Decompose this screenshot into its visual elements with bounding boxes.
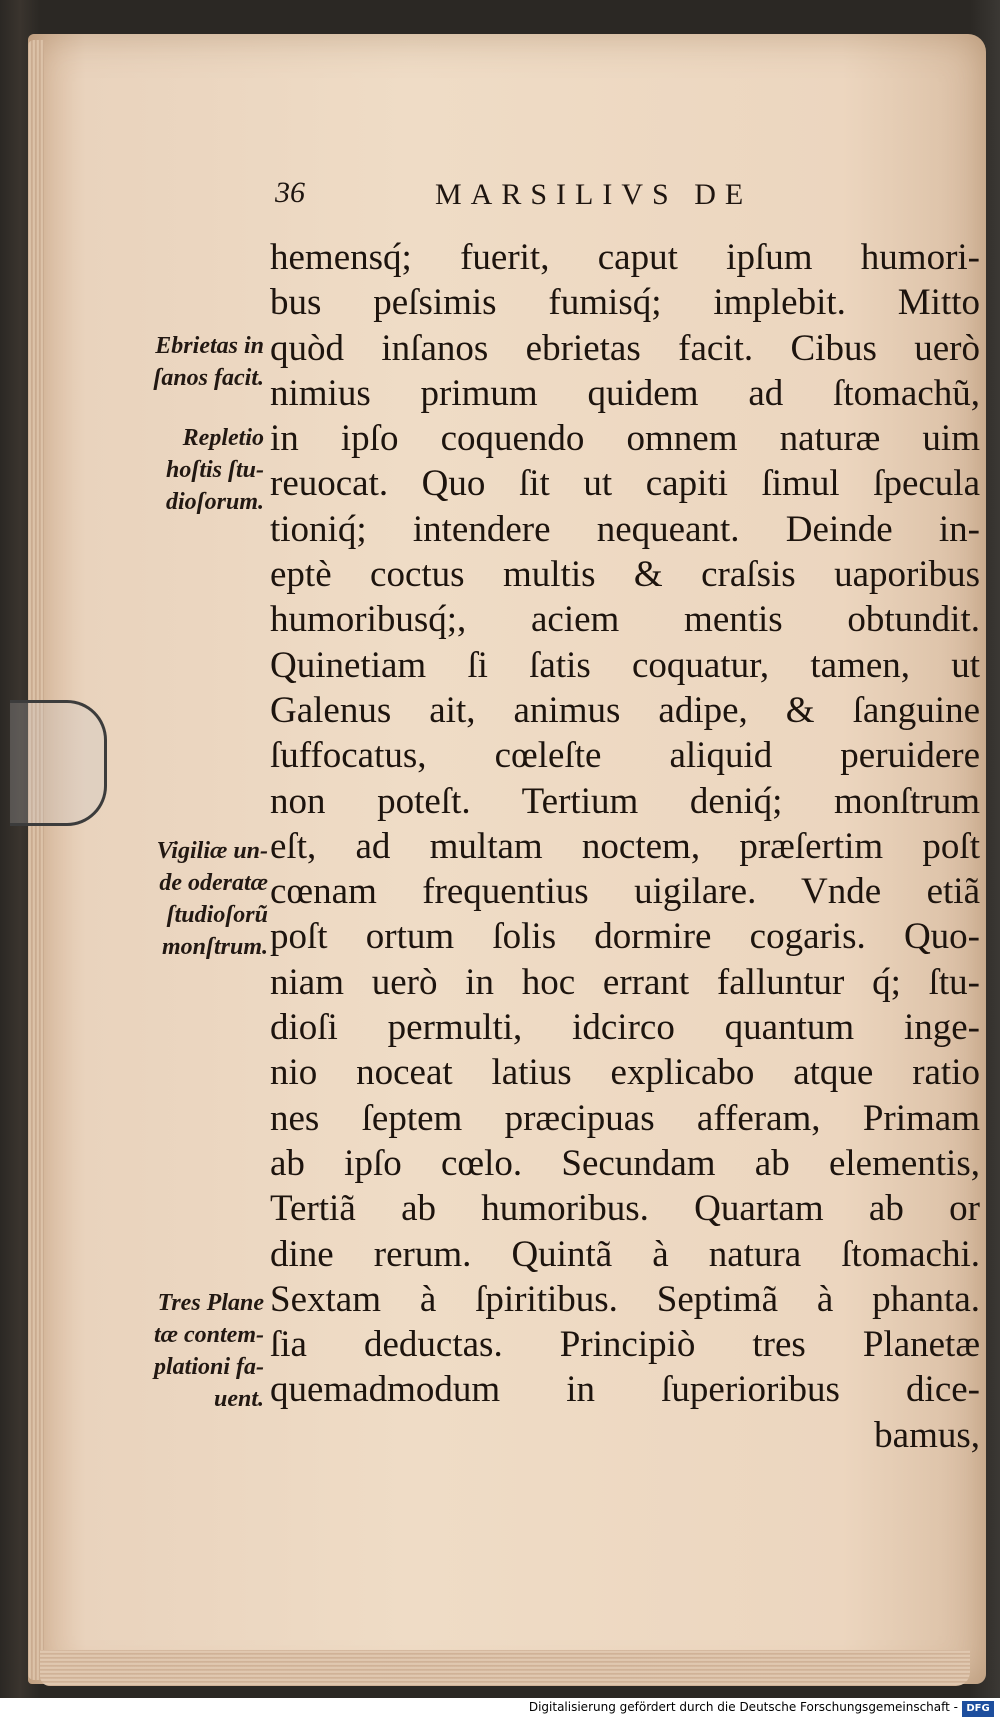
marginal-note-line: ſanos facit. xyxy=(153,365,264,391)
text-line: quòd inſanos ebrietas facit. Cibus uerò xyxy=(270,327,980,369)
catchword-line: bamus, xyxy=(874,1414,980,1456)
body-text xyxy=(270,235,980,1458)
marginal-note-line: ſtudioſorũ xyxy=(166,902,268,928)
page-stack-left-edge xyxy=(28,40,44,1680)
page-number: 36 xyxy=(275,176,305,209)
text-line: in ipſo coquendo omnem naturæ uim xyxy=(270,418,980,460)
marginal-note-line: Repletio xyxy=(182,425,264,451)
marginal-note-line: hoſtis ſtu- xyxy=(165,457,264,483)
marginal-note-line: uent. xyxy=(213,1386,264,1412)
marginal-note-ebrietas xyxy=(108,330,264,394)
page-header xyxy=(275,176,915,216)
page-clip xyxy=(10,700,107,826)
text-line: Galenus ait, animus adipe, & ſanguine xyxy=(270,689,980,731)
marginal-note-line: Vigiliæ un- xyxy=(156,838,268,864)
text-line: bus peſsimis fumisq́; implebit. Mitto xyxy=(270,282,980,324)
text-line: eſt, ad multam noctem, præſertim poſt xyxy=(270,825,980,867)
text-line: Quinetiam ſi ſatis coquatur, tamen, ut xyxy=(270,644,980,686)
text-line: dine rerum. Quintã à natura ſtomachi. xyxy=(270,1233,980,1275)
marginal-note-line: Tres Plane xyxy=(157,1290,264,1316)
text-line: poſt ortum ſolis dormire cogaris. Quo- xyxy=(270,916,980,958)
text-line: hemensq́; fuerit, caput ipſum humori- xyxy=(270,237,980,278)
text-line: nio noceat latius explicabo atque ratio xyxy=(270,1052,980,1094)
text-line: humoribusq́;, aciem mentis obtundit. xyxy=(270,599,980,641)
text-line: ſuffocatus, cœleſte aliquid peruidere xyxy=(270,735,980,777)
marginal-note-repletio xyxy=(108,422,264,518)
marginal-note-line: Ebrietas in xyxy=(155,333,264,359)
digitization-footer xyxy=(0,1698,1000,1721)
text-line: ſia deductas. Principiò tres Planetæ xyxy=(270,1324,980,1366)
marginal-note-line: tæ contem- xyxy=(154,1322,264,1348)
text-line: nimius primum quidem ad ſtomachũ, xyxy=(270,372,980,414)
text-line: niam uerò in hoc errant falluntur q́; ſtu- xyxy=(270,961,980,1003)
marginal-note-vigiliae xyxy=(108,835,268,963)
marginal-note-line: de oderatæ xyxy=(159,870,268,896)
marginal-note-line: monſtrum. xyxy=(161,934,268,960)
text-line: quemadmodum in ſuperioribus dice- xyxy=(270,1369,980,1411)
text-line: non poteſt. Tertium deniq́; monſtrum xyxy=(270,780,980,822)
text-line: cœnam frequentius uigilare. Vnde etiã xyxy=(270,871,980,913)
text-line: dioſi permulti, idcirco quantum inge- xyxy=(270,1007,980,1049)
text-line: reuocat. Quo ſit ut capiti ſimul ſpecula xyxy=(270,463,980,505)
dfg-logo: DFG xyxy=(962,1701,994,1717)
footer-credit: Digitalisierung gefördert durch die Deutsche Forschungsgemeinschaft - xyxy=(528,1700,958,1714)
text-line: tioniq́; intendere nequeant. Deinde in- xyxy=(270,508,980,550)
text-line: Sextam à ſpiritibus. Septimã à phanta. xyxy=(270,1278,980,1320)
page-stack-bottom-edge xyxy=(40,1650,970,1686)
text-line: ab ipſo cœlo. Secundam ab elementis, xyxy=(270,1142,980,1184)
marginal-note-planetae xyxy=(108,1287,264,1415)
text-line: eptè coctus multis & craſsis uaporibus xyxy=(270,554,980,596)
marginal-note-line: dioſorum. xyxy=(165,489,264,515)
text-line: nes ſeptem præcipuas afferam, Primam xyxy=(270,1097,980,1139)
text-line: Tertiã ab humoribus. Quartam ab or xyxy=(270,1188,980,1230)
marginal-note-line: plationi fa- xyxy=(153,1354,264,1380)
running-head: MARSILIVS DE xyxy=(435,178,753,211)
